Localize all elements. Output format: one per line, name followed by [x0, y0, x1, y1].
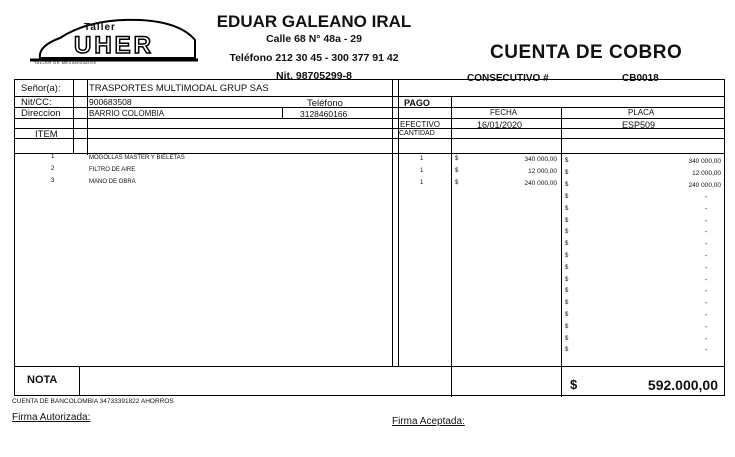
empty-total-dash: -	[705, 206, 708, 213]
empty-total-dash: -	[705, 229, 708, 236]
bank-account-line: CUENTA DE BANCOLOMBIA 34733391822 AHORROS	[12, 398, 174, 405]
firma-aceptada: Firma Aceptada:	[392, 416, 465, 427]
empty-total-dash: -	[705, 194, 708, 201]
empty-total-dash: -	[705, 336, 708, 343]
empty-total-symbol: $	[565, 324, 569, 330]
empty-total-symbol: $	[565, 300, 569, 306]
cantidad-header: CANTIDAD	[399, 130, 435, 137]
item-description: MOGOLLAS MASTER Y BIELETAS	[89, 155, 185, 161]
empty-total-symbol: $	[565, 347, 569, 353]
unit-price-symbol: $	[455, 156, 459, 162]
unit-price: 240 000,00	[524, 180, 557, 187]
company-name: EDUAR GALEANO IRAL	[216, 12, 412, 31]
empty-total-symbol: $	[565, 194, 569, 200]
item-number: 2	[51, 166, 55, 172]
company-phone: Teléfono 212 30 45 - 300 377 91 42	[229, 52, 399, 64]
direccion-value: BARRIO COLOMBIA	[89, 109, 165, 118]
company-logo	[30, 14, 200, 70]
placa-label: PLACA	[628, 108, 655, 117]
line-total-symbol: $	[565, 158, 569, 164]
consecutivo-label: CONSECUTIVO #	[467, 73, 549, 84]
empty-total-symbol: $	[565, 241, 569, 247]
empty-total-symbol: $	[565, 229, 569, 235]
empty-total-symbol: $	[565, 265, 569, 271]
unit-price-symbol: $	[455, 180, 459, 186]
item-number: 1	[51, 154, 55, 160]
logo-taller-text: Taller	[84, 22, 116, 33]
empty-total-symbol: $	[565, 277, 569, 283]
line-total: 340 000,00	[688, 158, 721, 165]
empty-total-symbol: $	[565, 206, 569, 212]
line-total-symbol: $	[565, 182, 569, 188]
empty-total-symbol: $	[565, 218, 569, 224]
pago-value: EFECTIVO	[400, 120, 441, 129]
nit-value: 900683508	[89, 97, 132, 107]
unit-price: 340 000,00	[524, 156, 557, 163]
fecha-label: FECHA	[490, 108, 518, 117]
senor-value: TRASPORTES MULTIMODAL GRUP SAS	[89, 83, 269, 94]
pago-label: PAGO	[404, 98, 430, 108]
total-value: 592.000,00	[647, 377, 718, 393]
fecha-value: 16/01/2020	[477, 120, 523, 130]
empty-total-symbol: $	[565, 253, 569, 259]
item-description: FILTRO DE AIRE	[89, 167, 136, 173]
item-number: 3	[51, 178, 55, 184]
firma-autorizada: Firma Autorizada:	[12, 412, 91, 423]
empty-total-symbol: $	[565, 288, 569, 294]
unit-price-symbol: $	[455, 168, 459, 174]
empty-total-symbol: $	[565, 312, 569, 318]
empty-total-symbol: $	[565, 336, 569, 342]
company-address: Calle 68 N° 48a - 29	[266, 33, 362, 45]
nit-label: Nit/CC:	[21, 97, 52, 108]
telefono-label: Teléfono	[307, 98, 343, 109]
empty-total-dash: -	[705, 241, 708, 248]
nota-label: NOTA	[27, 374, 58, 386]
logo-brand-text: UHER	[74, 32, 155, 59]
placa-value: ESP509	[622, 120, 656, 130]
empty-total-dash: -	[705, 312, 708, 319]
document-title: CUENTA DE COBRO	[490, 42, 683, 63]
item-header: ITEM	[35, 129, 58, 140]
empty-total-dash: -	[705, 347, 708, 354]
line-total-symbol: $	[565, 170, 569, 176]
line-total: 12 000,00	[692, 170, 721, 177]
item-quantity: 1	[420, 168, 424, 174]
line-total: 240 000,00	[688, 182, 721, 189]
empty-total-dash: -	[705, 288, 708, 295]
telefono-value: 3128460166	[300, 109, 348, 119]
empty-total-dash: -	[705, 300, 708, 307]
empty-total-dash: -	[705, 218, 708, 225]
total-symbol: $	[570, 377, 578, 392]
direccion-label: Direccion	[21, 108, 61, 119]
logo-tagline: TALLER DE MECANIZADOS	[34, 60, 97, 65]
item-description: MANO DE OBRA	[89, 179, 136, 185]
invoice-table	[14, 79, 725, 396]
company-nit: Nit. 98705299-8	[276, 70, 352, 82]
consecutivo-value: CB0018	[622, 73, 659, 84]
empty-total-dash: -	[705, 265, 708, 272]
unit-price: 12 000,00	[528, 168, 557, 175]
empty-total-dash: -	[705, 277, 708, 284]
empty-total-dash: -	[705, 253, 708, 260]
item-quantity: 1	[420, 180, 424, 186]
empty-total-dash: -	[705, 324, 708, 331]
item-quantity: 1	[420, 156, 424, 162]
senor-label: Señor(a):	[21, 83, 61, 94]
